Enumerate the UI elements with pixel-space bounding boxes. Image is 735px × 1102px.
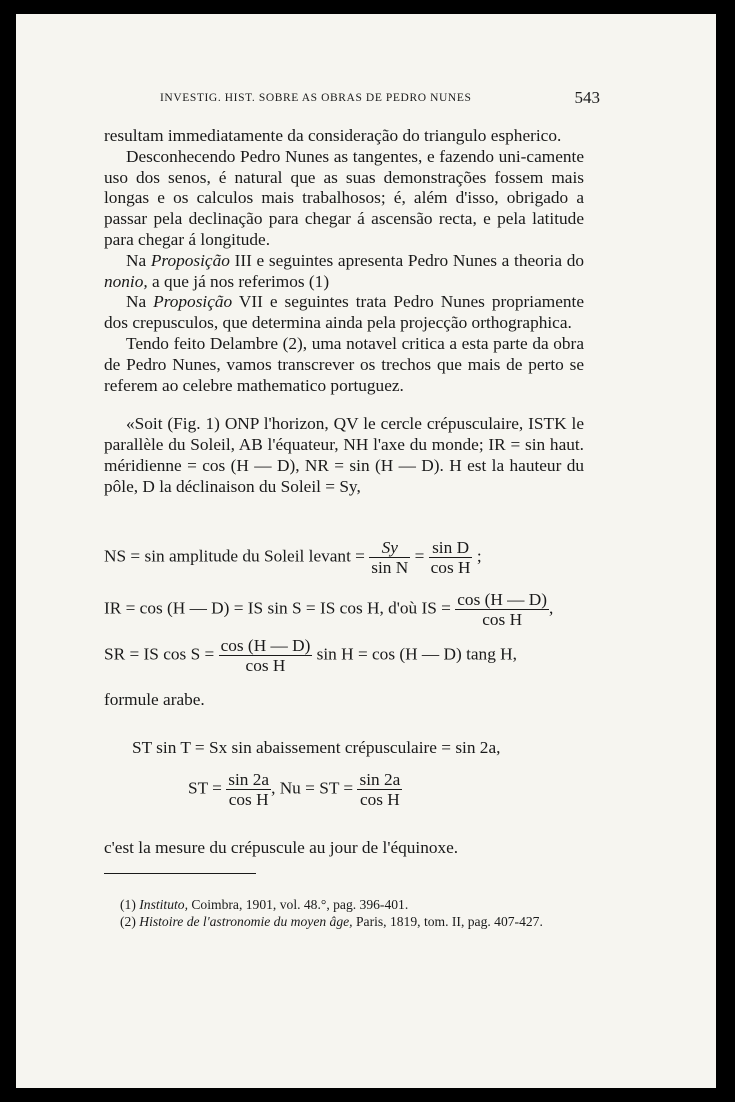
ns-fraction-1 [369, 538, 410, 577]
st3-den: cos H [359, 790, 400, 809]
paragraph-2: Desconhecendo Pedro Nunes as tangentes, e fazendo uni-camente uso dos senos, é natural que as suas demonstrações fossem mais longas e os calculos mais trabalhosos; é, além d'isso, obrigado a passar pela declinação para chegar á ascensão recta, e pela latitude para chegar á longitude. [104, 146, 584, 249]
equation-ns [104, 538, 482, 577]
equation-st-fractions [188, 770, 402, 809]
header-title: INVESTIG. HIST. SOBRE AS OBRAS DE PEDRO NUNES [160, 92, 472, 104]
st2-left: ST = [188, 778, 222, 798]
closing-line: c'est la mesure du crépuscule au jour de l'équinoxe. [104, 838, 459, 857]
p3-pre: Na [126, 250, 151, 270]
f2-num: (2) [120, 914, 140, 929]
equation-st: ST sin T = Sx sin abaissement crépusculaire = sin 2a, [132, 738, 501, 757]
ir-num: cos (H — D) [457, 590, 548, 609]
p3-mid: III e seguintes apresenta Pedro Nunes a theoria do [229, 250, 584, 270]
ir-left: IR = cos (H — D) = IS sin S = IS cos H, d'où IS = [104, 598, 451, 618]
ns-f1-den: sin N [371, 558, 409, 577]
st3-num: sin 2a [359, 770, 401, 789]
body-text [104, 126, 584, 498]
st2-mid: , Nu = ST = [271, 778, 354, 798]
st2-fraction [226, 770, 271, 809]
p3-post: a que já nos referimos (1) [147, 271, 330, 291]
equation-sr [104, 636, 517, 675]
p4-em: Proposição [153, 292, 233, 312]
f1-num: (1) [120, 897, 140, 912]
p4-pre: Na [126, 292, 154, 312]
ns-f1-num: Sy [381, 538, 398, 557]
ir-fraction [455, 590, 549, 629]
sr-right: sin H = cos (H — D) tang H, [316, 644, 517, 664]
ir-den: cos H [482, 610, 523, 629]
sr-num: cos (H — D) [220, 636, 311, 655]
ns-f2-num: sin D [429, 538, 473, 558]
ns-fraction-2 [429, 538, 473, 577]
sr-den: cos H [245, 656, 286, 675]
p3-em2: nonio, [104, 271, 148, 291]
f2-em: Histoire de l'astronomie du moyen âge, [139, 914, 353, 929]
sr-fraction [219, 636, 313, 675]
paragraph-4 [104, 292, 584, 334]
page-number: 543 [574, 88, 600, 107]
equation-ir [104, 590, 553, 629]
formule-arabe: formule arabe. [104, 690, 205, 709]
st2-num: sin 2a [228, 770, 270, 789]
footnote-rule [104, 873, 256, 874]
paragraph-1: resultam immediatamente da consideração do triangulo espherico. [104, 126, 562, 145]
f1-em: Instituto, [139, 897, 188, 912]
f1-rest: Coimbra, 1901, vol. 48.°, pag. 396-401. [187, 897, 409, 912]
p3-em: Proposição [150, 250, 230, 270]
footnote-2 [104, 913, 584, 930]
running-header [160, 88, 600, 107]
p4-post: VII e seguintes trata Pedro Nunes propriamente dos crepusculos, que determina ainda pela projecção orthographica. [104, 292, 584, 333]
ns-left: NS = sin amplitude du Soleil levant = [104, 546, 365, 566]
st3-fraction [357, 770, 402, 809]
sr-left: SR = IS cos S = [104, 644, 215, 664]
paragraph-6: «Soit (Fig. 1) ONP l'horizon, QV le cercle crépusculaire, ISTK le parallèle du Soleil, AB l'équateur, NH l'axe du monde; IR = sin haut. méridienne = cos (H — D), NR = sin (H — D). H est la hauteur du pôle, D la déclinaison du Soleil = Sy, [104, 414, 584, 496]
f2-rest: Paris, 1819, tom. II, pag. 407-427. [352, 914, 543, 929]
st2-den: cos H [228, 790, 269, 809]
ns-eq: = [414, 546, 425, 566]
footnotes [104, 896, 584, 930]
paragraph-3 [104, 251, 584, 293]
ns-f2-den: cos H [430, 558, 471, 577]
ir-end: , [549, 598, 554, 618]
footnote-1 [104, 896, 584, 913]
ns-end: ; [476, 546, 482, 566]
paragraph-5: Tendo feito Delambre (2), uma notavel critica a esta parte da obra de Pedro Nunes, vamos transcrever os trechos que mais de perto se referem ao celebre mathematico portuguez. [104, 333, 584, 395]
